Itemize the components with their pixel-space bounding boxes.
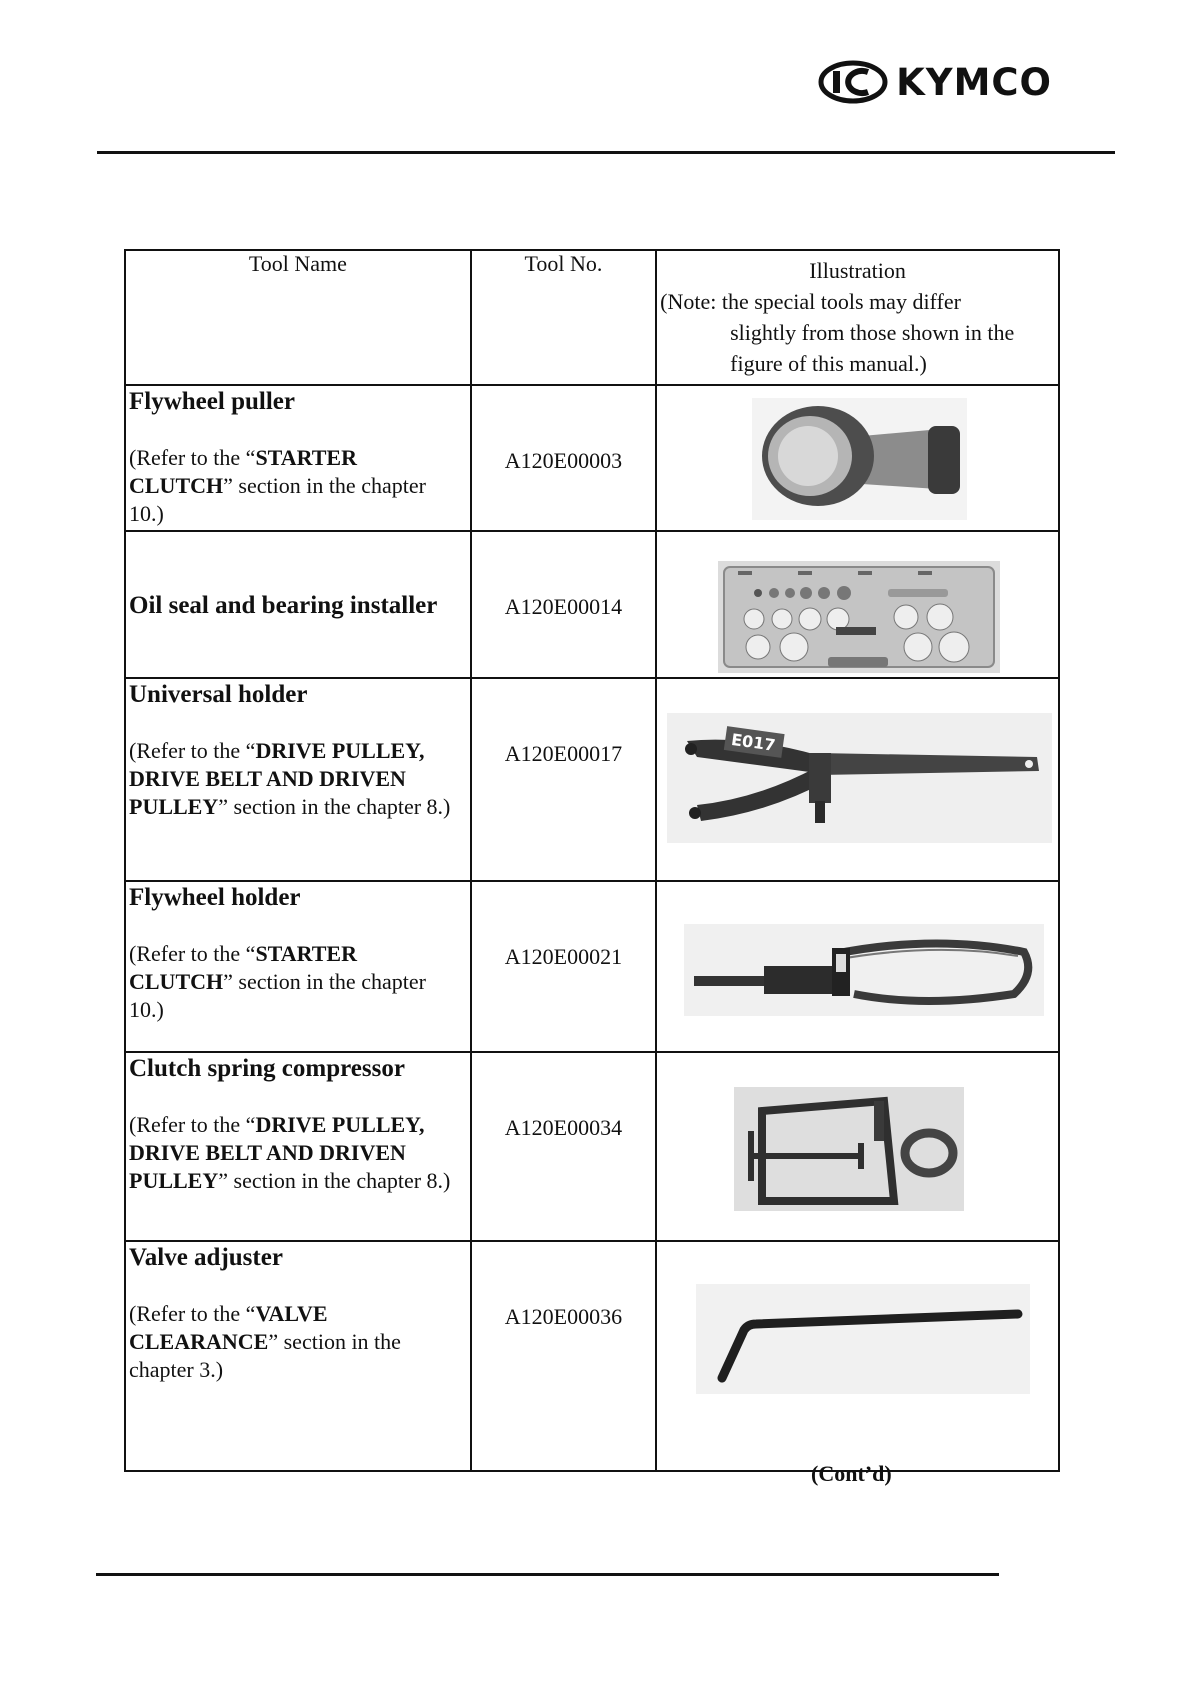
tool-number: A120E00034	[471, 1052, 656, 1241]
tool-stamp-label: E017	[730, 729, 777, 755]
tool-number: A120E00021	[471, 881, 656, 1052]
tool-name-cell	[125, 531, 471, 678]
table-row	[125, 385, 1059, 531]
flywheel-holder-strap-icon	[684, 924, 1044, 1016]
table-row	[125, 678, 1059, 881]
illustration-note	[657, 286, 1058, 379]
table-row	[125, 1052, 1059, 1241]
tool-number: A120E00036	[471, 1241, 656, 1471]
table-row	[125, 531, 1059, 678]
table-row	[125, 881, 1059, 1052]
tool-name-cell	[125, 1052, 471, 1241]
universal-holder-icon	[667, 713, 1052, 843]
tool-number: A120E00014	[471, 531, 656, 678]
brand-name: KYMCO	[896, 60, 1052, 104]
note-line-2: slightly from those shown in the	[730, 320, 1015, 345]
tool-reference: (Refer to the “DRIVE PULLEY, DRIVE BELT AND DRIVEN PULLEY” section in the chapter 8.)	[129, 1112, 451, 1193]
flywheel-puller-icon	[752, 398, 967, 520]
illustration-title: Illustration	[809, 258, 906, 283]
table-row	[125, 1241, 1059, 1471]
tool-name-cell	[125, 1241, 471, 1471]
kymco-logo	[818, 60, 1052, 104]
special-tools-table	[124, 249, 1060, 1472]
valve-adjuster-wrench-icon	[696, 1284, 1030, 1394]
tool-name: Flywheel puller	[129, 388, 295, 415]
column-header-tool-no: Tool No.	[471, 250, 656, 385]
tool-reference: (Refer to the “STARTER CLUTCH” section in the chapter 10.)	[129, 445, 426, 526]
tool-name-cell	[125, 385, 471, 531]
tool-name: Clutch spring compressor	[129, 1055, 405, 1082]
tool-reference: (Refer to the “VALVE CLEARANCE” section in the chapter 3.)	[129, 1301, 401, 1382]
tool-name: Flywheel holder	[129, 884, 301, 911]
footer-rule	[96, 1573, 999, 1576]
tool-number: A120E00017	[471, 678, 656, 881]
tool-reference: (Refer to the “DRIVE PULLEY, DRIVE BELT AND DRIVEN PULLEY” section in the chapter 8.)	[129, 738, 451, 819]
tool-name-cell	[125, 678, 471, 881]
tool-name: Oil seal and bearing installer	[129, 591, 438, 619]
note-line-1: (Note: the special tools may differ	[660, 289, 961, 314]
tool-reference: (Refer to the “STARTER CLUTCH” section in the chapter 10.)	[129, 941, 426, 1022]
tool-illustration-cell	[656, 1241, 1059, 1471]
note-line-3: figure of this manual.)	[730, 351, 927, 376]
tool-illustration-cell	[656, 1052, 1059, 1241]
column-header-tool-name: Tool Name	[125, 250, 471, 385]
tool-name: Universal holder	[129, 681, 308, 708]
tool-illustration-cell	[656, 531, 1059, 678]
tool-illustration-cell	[656, 881, 1059, 1052]
clutch-spring-compressor-icon	[734, 1087, 964, 1211]
tool-name-cell	[125, 881, 471, 1052]
tool-illustration-cell	[656, 678, 1059, 881]
continued-label: (Cont’d)	[811, 1461, 892, 1486]
tool-name: Valve adjuster	[129, 1244, 283, 1271]
header-rule	[97, 151, 1115, 154]
tool-number: A120E00003	[471, 385, 656, 531]
table-header-row	[125, 250, 1059, 385]
column-header-illustration	[656, 250, 1059, 385]
tool-illustration-cell	[656, 385, 1059, 531]
oil-seal-installer-kit-icon	[718, 561, 1000, 673]
kymco-emblem-icon	[818, 60, 888, 104]
